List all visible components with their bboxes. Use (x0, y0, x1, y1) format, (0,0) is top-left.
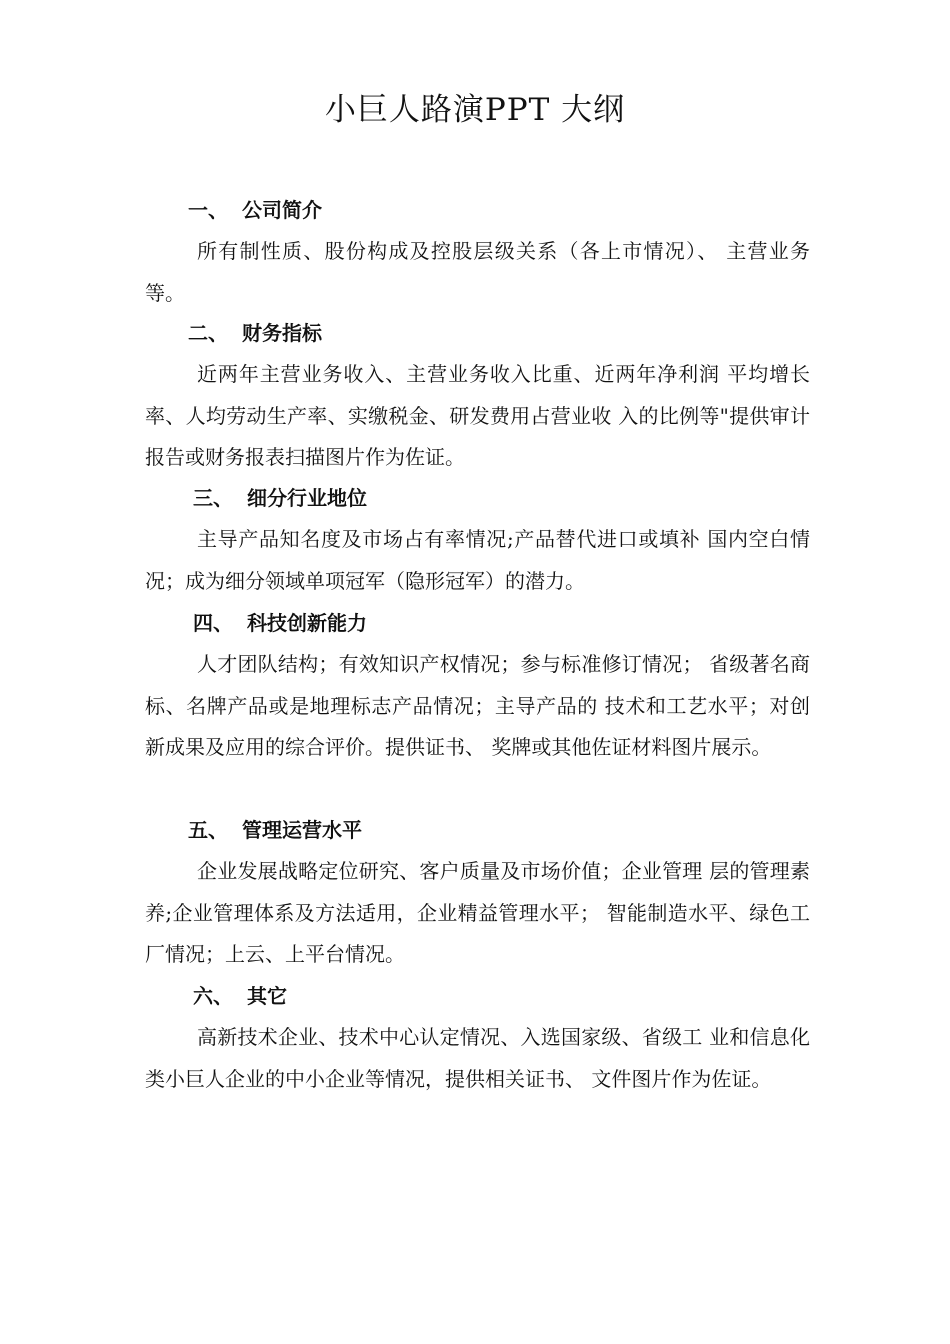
section-number: 二、 (188, 321, 228, 345)
section-heading-tech-innovation (193, 609, 367, 637)
section-number: 五、 (188, 818, 228, 842)
section-title: 管理运营水平 (242, 818, 362, 842)
section-body-financial-indicators: 近两年主营业务收入、主营业务收入比重、近两年净利润 平均增长率、人均劳动生产率、实缴税金、研发费用占营业收 入的比例等"提供审计报告或财务报表扫描图片作为佐证。 (145, 362, 810, 469)
section-number: 六、 (193, 984, 233, 1008)
section-number: 三、 (193, 486, 233, 510)
section-heading-company-profile (188, 196, 322, 224)
section-title: 科技创新能力 (247, 611, 367, 635)
section-body-company-profile: 所有制性质、股份构成及控股层级关系（各上市情况）、 主营业务等。 (145, 239, 810, 305)
section-body-management-level: 企业发展战略定位研究、客户质量及市场价值；企业管理 层的管理素养;企业管理体系及方法适用，企业精益管理水平； 智能制造水平、绿色工厂情况；上云、上平台情况。 (145, 859, 810, 966)
section-title: 细分行业地位 (247, 486, 367, 510)
document-title: 小巨人路演PPT 大纲 (324, 92, 626, 128)
section-title: 公司简介 (242, 198, 322, 222)
section-heading-other (193, 982, 287, 1010)
section-body-other: 高新技术企业、技术中心认定情况、入选国家级、省级工 业和信息化类小巨人企业的中小企业等情况，提供相关证书、 文件图片作为佐证。 (145, 1025, 810, 1091)
section-heading-management-level (188, 816, 362, 844)
section-body-industry-position: 主导产品知名度及市场占有率情况;产品替代进口或填补 国内空白情况；成为细分领域单项冠军（隐形冠军）的潜力。 (145, 527, 810, 593)
section-body-tech-innovation: 人才团队结构；有效知识产权情况；参与标准修订情况； 省级著名商标、名牌产品或是地理标志产品情况；主导产品的 技术和工艺水平；对创新成果及应用的综合评价。提供证书、 奖牌或其他佐证材料图片展示。 (145, 652, 810, 759)
section-heading-industry-position (193, 484, 367, 512)
section-title: 财务指标 (242, 321, 322, 345)
section-number: 四、 (193, 611, 233, 635)
section-number: 一、 (188, 198, 228, 222)
section-title: 其它 (247, 984, 287, 1008)
section-heading-financial-indicators (188, 319, 322, 347)
